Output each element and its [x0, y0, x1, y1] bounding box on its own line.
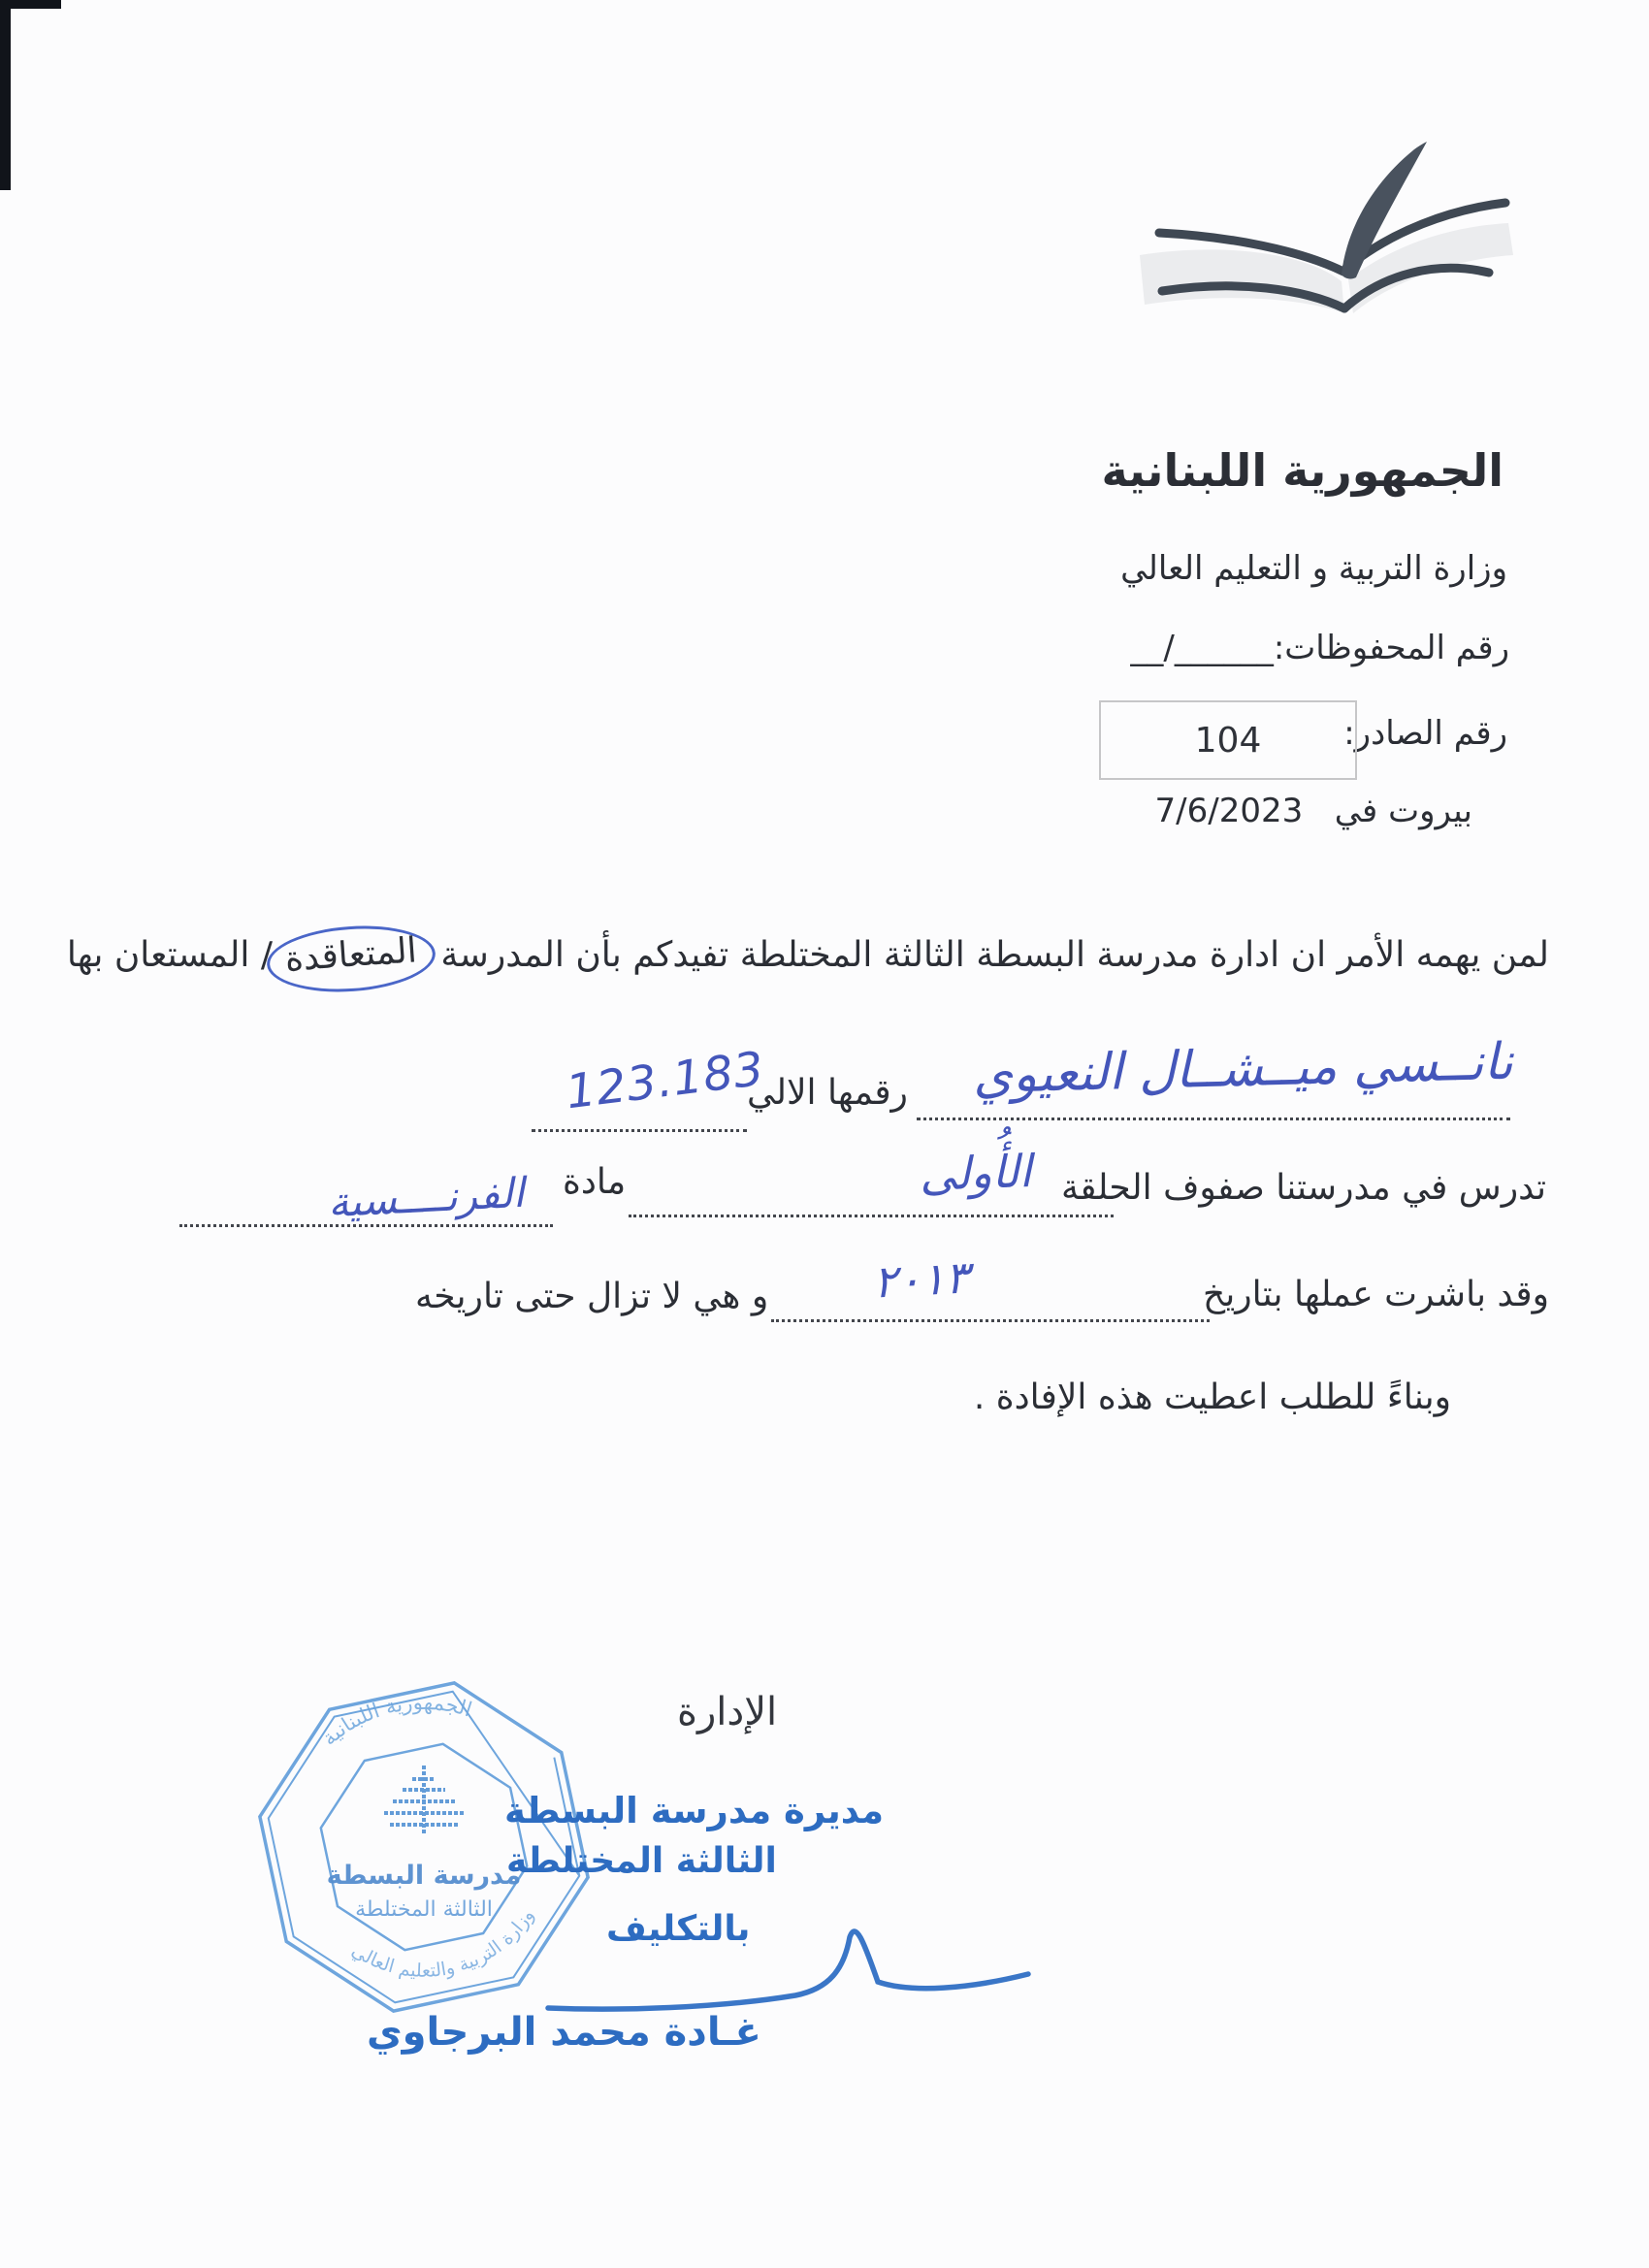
- teacher-name-handwritten: نانــسي ميــشــال النعيوي: [972, 1032, 1514, 1106]
- line1-post: / المستعان بها: [66, 935, 273, 975]
- issue-date: 7/6/2023: [1154, 792, 1304, 830]
- republic-title: الجمهورية اللبنانية: [1101, 444, 1504, 497]
- stamp-inner-school-line1: مدرسة البسطة: [326, 1861, 522, 1891]
- signer-title-line1: مديرة مدرسة البسطة: [504, 1790, 885, 1831]
- line1-pre: لمن يهمه الأمر ان ادارة مدرسة البسطة الثالثة المختلطة تفيدكم بأن المدرسة: [440, 935, 1549, 975]
- ministry-title: وزارة التربية و التعليم العالي: [1120, 549, 1507, 588]
- body-line5: وبناءً للطلب اعطيت هذه الإفادة .: [973, 1377, 1451, 1417]
- signer-name: غـادة محمد البرجاوي: [367, 2010, 761, 2055]
- auto-number-handwritten: 123.183: [563, 1041, 768, 1120]
- body-line3-pre: تدرس في مدرستنا صفوف الحلقة: [1061, 1168, 1546, 1208]
- svg-text:الجمهورية اللبنانية: [313, 1677, 479, 1752]
- dotted-line-auto-number: [532, 1129, 747, 1132]
- stamp-cedar-tree: [384, 1766, 464, 1833]
- dotted-line-subject: [179, 1224, 553, 1227]
- signer-title-line3: بالتكليف: [606, 1909, 751, 1949]
- subject-label: مادة: [563, 1162, 627, 1202]
- body-line4-post: و هي لا تزال حتى تاريخه: [415, 1277, 769, 1316]
- administration-label: الإدارة: [677, 1690, 778, 1734]
- stamp-arc-top-text: الجمهورية اللبنانية: [317, 1690, 475, 1751]
- auto-number-label: رقمها الالي: [747, 1073, 908, 1113]
- archives-number-line: [1130, 629, 1509, 667]
- outgoing-number-box: [1099, 700, 1357, 780]
- start-date-handwritten: ٢٠١٣: [871, 1250, 971, 1309]
- body-line1: [66, 930, 1549, 980]
- cycle-handwritten: الأُولى: [919, 1145, 1033, 1201]
- body-line4-pre: وقد باشرت عملها بتاريخ: [1203, 1275, 1549, 1314]
- scan-edge-artifact-left: [0, 0, 11, 190]
- dotted-line-start-date: [771, 1319, 1210, 1322]
- subject-handwritten: الفرنــــسية: [326, 1168, 526, 1227]
- signer-title-line2: الثالثة المختلطة: [506, 1841, 777, 1881]
- archives-label: رقم المحفوظات:: [1273, 629, 1509, 667]
- archives-value: ______/__: [1130, 629, 1274, 667]
- ministry-book-logo: [1106, 114, 1610, 357]
- circled-word: المتعاقدة: [265, 921, 437, 997]
- dotted-line-cycle: [629, 1215, 1114, 1217]
- outgoing-number-value: 104: [1194, 720, 1262, 761]
- dotted-line-under-name: [917, 1118, 1510, 1120]
- place-date-line: [1155, 792, 1472, 830]
- stamp-inner-school-line2: الثالثة المختلطة: [355, 1897, 493, 1922]
- scan-edge-artifact-top: [0, 0, 61, 9]
- outgoing-number-label: رقم الصادر:: [1343, 714, 1507, 753]
- city-label: بيروت في: [1334, 792, 1472, 830]
- stamp-arc-bottom-text: وزارة التربية والتعليم العالي: [347, 1905, 538, 1982]
